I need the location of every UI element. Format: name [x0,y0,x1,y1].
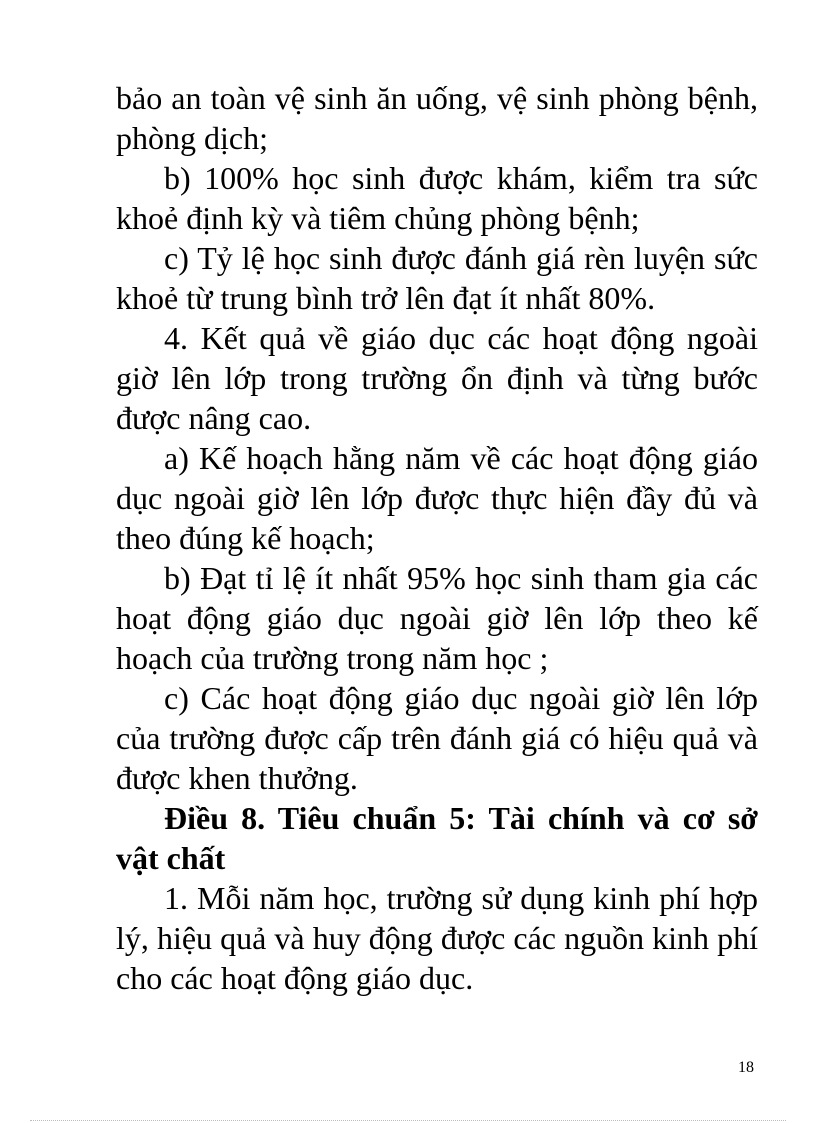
page-bottom-rule [30,1120,786,1121]
paragraph-5: a) Kế hoạch hằng năm về các hoạt động giáo dục ngoài giờ lên lớp được thực hiện đầy đủ và theo đúng kế hoạch; [116,440,758,556]
paragraph-7: c) Các hoạt động giáo dục ngoài giờ lên lớp của trường được cấp trên đánh giá có hiệu quả và được khen thưởng. [116,680,758,796]
paragraph-6: b) Đạt tỉ lệ ít nhất 95% học sinh tham gia các hoạt động giáo dục ngoài giờ lên lớp theo kế hoạch của trường trong năm học ; [116,560,758,676]
paragraph-4: 4. Kết quả về giáo dục các hoạt động ngoài giờ lên lớp trong trường ổn định và từng bước được nâng cao. [116,320,758,436]
section-heading: Điều 8. Tiêu chuẩn 5: Tài chính và cơ sở vật chất [116,800,758,876]
paragraph-2: b) 100% học sinh được khám, kiểm tra sức khoẻ định kỳ và tiêm chủng phòng bệnh; [116,160,758,236]
paragraph-3: c) Tỷ lệ học sinh được đánh giá rèn luyện sức khoẻ từ trung bình trở lên đạt ít nhất 80%. [116,240,758,316]
document-page [116,78,758,998]
paragraph-8: 1. Mỗi năm học, trường sử dụng kinh phí hợp lý, hiệu quả và huy động được các nguồn kinh phí cho các hoạt động giáo dục. [116,880,758,996]
page-number: 18 [738,1059,754,1076]
paragraph-1: bảo an toàn vệ sinh ăn uống, vệ sinh phòng bệnh, phòng dịch; [116,80,758,156]
